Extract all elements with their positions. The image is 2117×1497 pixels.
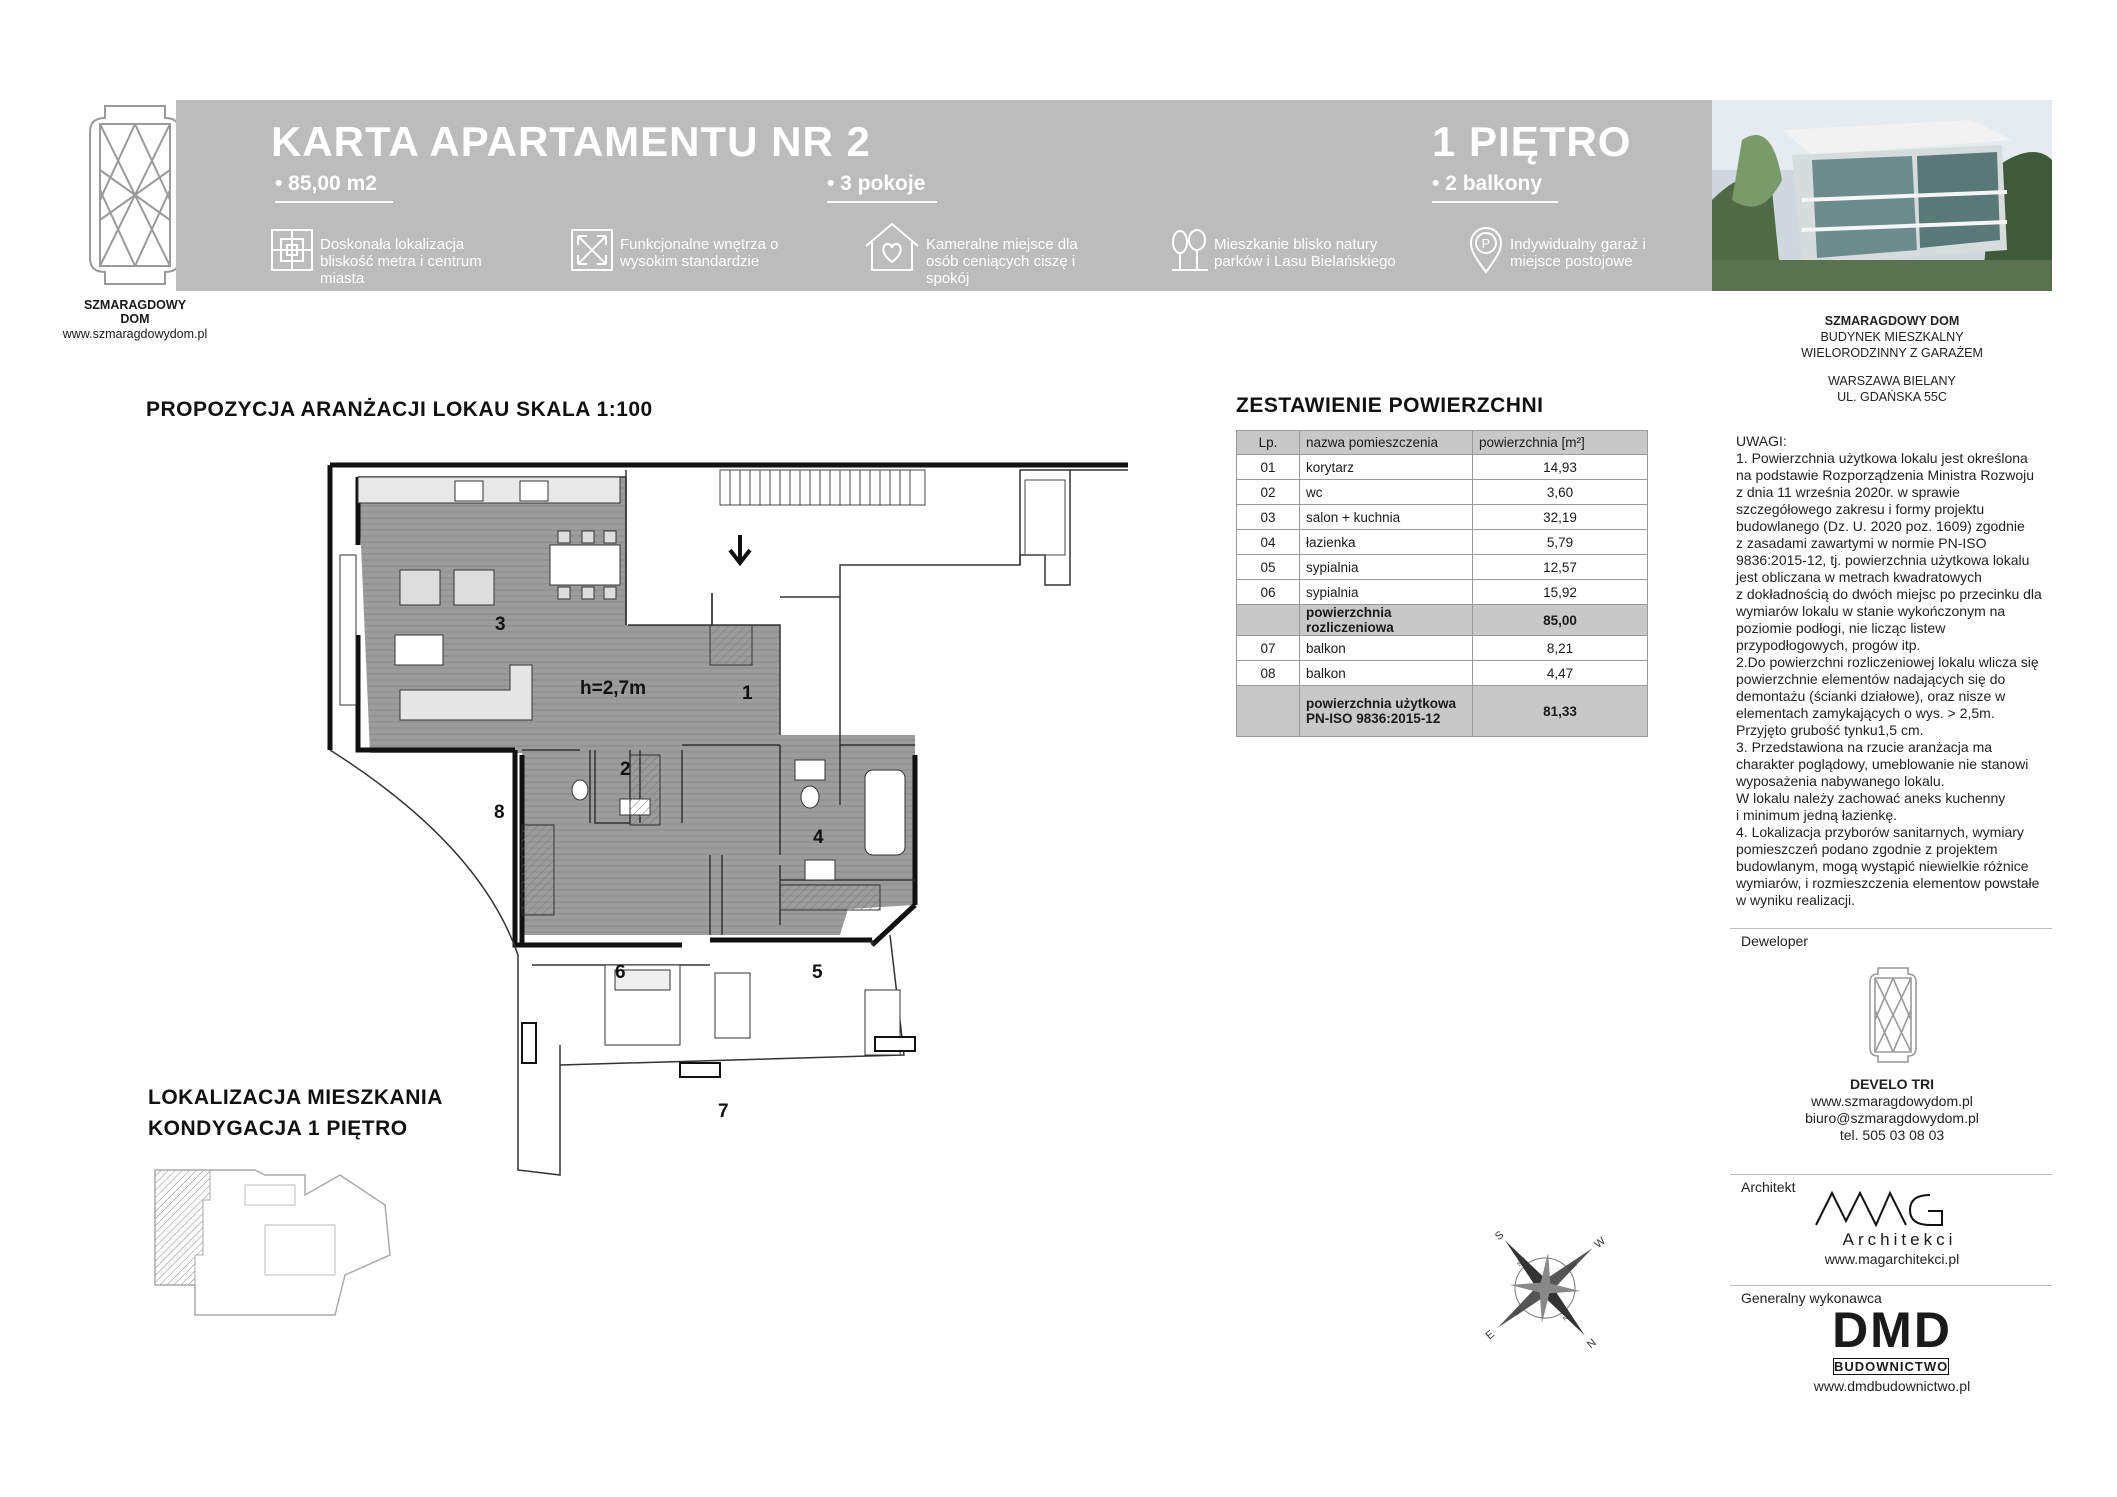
apartment-title: KARTA APARTAMENTU NR 2 [271, 118, 871, 165]
developer-email[interactable]: biuro@szmaragdowydom.pl [1805, 1110, 1979, 1126]
balconies-summary: • 2 balkony [1432, 172, 1543, 195]
feature-text-interiors: Funkcjonalne wnętrza o wysokim standardzie [620, 236, 779, 270]
room-label-2: 2 [620, 759, 631, 780]
room-label-7: 7 [718, 1101, 729, 1122]
feature-text-quiet: Kameralne miejsce dla osób ceniących ciszę i spokój [926, 236, 1078, 287]
svg-text:SE: SE [1513, 1307, 1524, 1318]
contractor-logo-sub: BUDOWNICTWO [1834, 1359, 1949, 1374]
developer-label: Deweloper [1741, 933, 1808, 949]
contractor-logo: DMD [1832, 1302, 1952, 1358]
brand-name: SZMARAGDOWY DOM [83, 298, 187, 326]
table-row: 07 balkon 8,21 [1237, 636, 1648, 661]
building-photo [1712, 100, 2052, 291]
table-row: 08 balkon 4,47 [1237, 661, 1648, 686]
developer-info: DEVELO TRI www.szmaragdowydom.pl biuro@szmaragdowydom.pl tel. 505 03 08 03 [1733, 1076, 2051, 1144]
developer-url[interactable]: www.szmaragdowydom.pl [1811, 1093, 1973, 1109]
table-row: 02 wc 3,60 [1237, 480, 1648, 505]
areas-heading: ZESTAWIENIE POWIERZCHNI [1236, 394, 1544, 417]
area-table [1236, 430, 1648, 737]
svg-text:P: P [1481, 236, 1491, 251]
col-name: nazwa pomieszczenia [1300, 431, 1473, 455]
room-label-6: 6 [615, 962, 626, 983]
svg-text:W: W [1592, 1235, 1609, 1251]
room-label-1: 1 [742, 683, 753, 704]
floor-title: 1 PIĘTRO [1432, 118, 1632, 165]
table-row: 03 salon + kuchnia 32,19 [1237, 505, 1648, 530]
location-heading-2: KONDYGACJA 1 PIĘTRO [148, 1117, 408, 1140]
feature-text-nature: Mieszkanie blisko natury parków i Lasu Bielańskiego [1214, 236, 1396, 270]
compass-rose-icon [1465, 1220, 1625, 1360]
ceiling-height-label: h=2,7m [580, 678, 647, 699]
svg-text:NW: NW [1567, 1261, 1579, 1273]
parking-pin-icon [1468, 226, 1504, 274]
location-mini-plan [145, 1165, 395, 1325]
subtotal-row: powierzchnia rozliczeniowa 85,00 [1237, 605, 1648, 636]
room-label-8: 8 [494, 802, 505, 823]
plan-heading: PROPOZYCJA ARANŻACJI LOKAU SKALA 1:100 [146, 398, 653, 421]
room-label-5: 5 [812, 962, 823, 983]
area-summary: • 85,00 m2 [275, 172, 377, 195]
trees-icon [1170, 228, 1210, 272]
feature-text-parking: Indywidualny garaż i miejsce postojowe [1510, 236, 1646, 270]
contractor-url[interactable]: www.dmdbudownictwo.pl [1813, 1378, 1971, 1394]
contractor-label: Generalny wykonawca [1741, 1290, 1882, 1306]
developer-logo [1860, 965, 1926, 1065]
svg-text:SW: SW [1516, 1257, 1528, 1269]
col-lp: Lp. [1237, 431, 1300, 455]
table-row: 06 sypialnia 15,92 [1237, 580, 1648, 605]
floor-plan [310, 425, 1150, 1185]
usable-area-row: powierzchnia użytkowa PN-ISO 9836:2015-12 81,33 [1237, 686, 1648, 737]
svg-text:NE: NE [1562, 1312, 1573, 1323]
house-heart-icon [862, 220, 922, 274]
svg-text:S: S [1492, 1229, 1507, 1243]
room-label-3: 3 [495, 614, 506, 635]
feature-text-location: Doskonała lokalizacja bliskość metra i centrum miasta [320, 236, 482, 287]
table-row: 04 łazienka 5,79 [1237, 530, 1648, 555]
table-row: 01 korytarz 14,93 [1237, 455, 1648, 480]
expand-arrows-icon [570, 228, 614, 272]
architect-label: Architekt [1741, 1179, 1796, 1195]
architect-logo-sub: Architekci [1842, 1230, 1957, 1249]
col-area: powierzchnia [m²] [1473, 431, 1648, 455]
building-info: SZMARAGDOWY DOM BUDYNEK MIESZKALNY WIELORODZINNY Z GARAŻEM WARSZAWA BIELANY UL. GDAŃSKA 55C [1801, 314, 1983, 404]
metro-location-icon [270, 228, 314, 272]
svg-text:E: E [1483, 1328, 1497, 1343]
room-label-4: 4 [813, 827, 824, 848]
table-row: 05 sypialnia 12,57 [1237, 555, 1648, 580]
rooms-summary: • 3 pokoje [827, 172, 926, 195]
svg-text:N: N [1585, 1336, 1599, 1352]
notes: UWAGI: 1. Powierzchnia użytkowa lokalu jest określona na podstawie Rozporządzenia Ministra Rozwoju z dnia 11 września 2020r. w sprawie szczegółowego zakresu i formy projektu budowlanego (Dz. U. 2020 poz. 1609) zgodnie z zasadami zawartymi w normie PN-ISO 9836:2015-12, tj. powierzchnia użytkowa lokalu jest obliczana w metrach kwadratowych z dokładnością do dwóch miejsc po przecinku dla wymiarów lokalu w stanie wykończonym na poziomie podłogi, nie licząc listew przypodłogowych, progów itp. 2.Do powierzchni rozliczeniowej lokalu wlicza się powierzchnie elementów nadających się do demontażu (ścianki działowe), oraz nisze w elementach zamykających o wys. > 2,5m. Przyjęto grubość tynku1,5 cm. 3. Przedstawiona na rzucie aranżacja ma charakter poglądowy, umeblowanie nie stanowi wyposażenia nabywanego lokalu. W lokalu należy zachować aneks kuchenny i minimum jedną łazienkę. 4. Lokalizacja przyborów sanitarnych, wymiary pomieszczeń podano zgodnie z projektem budowlanym, mogą wystąpić niewielkie różnice wymiarów, i rozmieszczenia elementow powstałe w wyniku realizacji. [1736, 433, 2042, 908]
architect-url[interactable]: www.magarchitekci.pl [1824, 1251, 1960, 1267]
brand-url[interactable]: www.szmaragdowydom.pl [62, 327, 208, 341]
location-heading-1: LOKALIZACJA MIESZKANIA [148, 1086, 443, 1109]
